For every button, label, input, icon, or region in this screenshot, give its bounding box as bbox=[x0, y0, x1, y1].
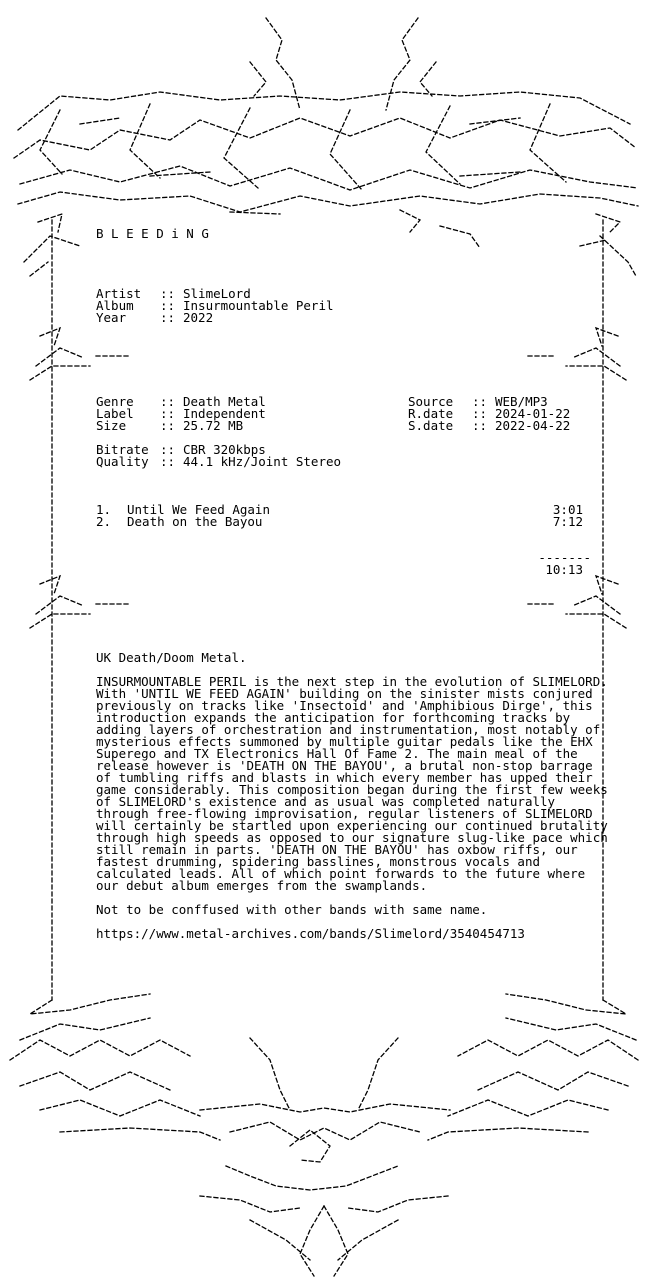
header-logo-art bbox=[14, 18, 638, 248]
year-value: 2022 bbox=[183, 310, 214, 325]
sdate-label: S.date bbox=[408, 418, 454, 433]
album-label: Album bbox=[96, 298, 134, 313]
artist-label: Artist bbox=[96, 286, 142, 301]
divider-1-art bbox=[30, 328, 626, 380]
metal-archives-link[interactable]: https://www.metal-archives.com/bands/Slimelord/3540454713 bbox=[96, 926, 525, 941]
genre-value: Death Metal bbox=[183, 394, 266, 409]
genre-label: Genre bbox=[96, 394, 134, 409]
track-number: 2. bbox=[96, 514, 112, 529]
quality-label: Quality bbox=[96, 454, 149, 469]
quality-value: 44.1 kHz/Joint Stereo bbox=[183, 454, 342, 469]
sdate-value: 2022-04-22 bbox=[495, 418, 571, 433]
rdate-value: 2024-01-22 bbox=[495, 406, 571, 421]
track-number: 1. bbox=[96, 502, 112, 517]
track-title: Death on the Bayou bbox=[127, 514, 263, 529]
description bbox=[96, 652, 612, 952]
track-title: Until We Feed Again bbox=[127, 502, 270, 517]
album-value: Insurmountable Peril bbox=[183, 298, 334, 313]
bitrate-value: CBR 320kbps bbox=[183, 442, 266, 457]
track-time: 3:01 bbox=[552, 502, 583, 517]
artist-value: SlimeLord bbox=[183, 286, 251, 301]
group-name: B L E E D i N G bbox=[96, 226, 209, 241]
source-label: Source bbox=[408, 394, 454, 409]
disambiguation-note: Not to be conffused with other bands with same name. bbox=[96, 902, 488, 917]
track-time: 7:12 bbox=[552, 514, 583, 529]
divider-2-art bbox=[30, 576, 626, 628]
frame-border-left bbox=[24, 214, 80, 1000]
footer-ornament-art bbox=[10, 994, 638, 1276]
genre-line: UK Death/Doom Metal. bbox=[96, 650, 247, 665]
total-rule: ------- bbox=[538, 550, 591, 565]
bitrate-label: Bitrate bbox=[96, 442, 149, 457]
rdate-label: R.date bbox=[408, 406, 454, 421]
description-body: INSURMOUNTABLE PERIL is the next step in the evolution of SLIMELORD. With 'UNTIL WE FEED AGAIN' building on the sinister mists conjured previously on tracks like 'Insectoid' and 'Amphibious Dirge', this introduction expands the anticipation for forthcoming tracks by adding layers of orchestration and instrumentation, most notably of mysterious effects summoned by multiple guitar pedals like the EHX Superego and TX Electronics Hall Of Fame 2. The main meal of the release however is 'DEATH ON THE BAYOU', a brutal non-stop barrage of tumbling riffs and blasts in which every member has upped their game considerably. This composition began during the first few weeks of SLIMELORD's existence and as usual was completed naturally through free-flowing improvisation, regular listeners of SLIMELORD will certainly be startled upon experiencing our continued brutality through high speeds as opposed to our signature slug-like pace which still remain in parts. 'DEATH ON THE BAYOU' has oxbow riffs, our fastest drumming, spidering basslines, monstrous vocals and calculated leads. All of which point forwards to the future where our debut album emerges from the swamplands. bbox=[96, 674, 608, 893]
size-value: 25.72 MB bbox=[183, 418, 244, 433]
label-value: Independent bbox=[183, 406, 266, 421]
label-label: Label bbox=[96, 406, 134, 421]
source-value: WEB/MP3 bbox=[495, 394, 548, 409]
size-label: Size bbox=[96, 418, 127, 433]
year-label: Year bbox=[96, 310, 127, 325]
total-time: 10:13 bbox=[545, 562, 583, 577]
